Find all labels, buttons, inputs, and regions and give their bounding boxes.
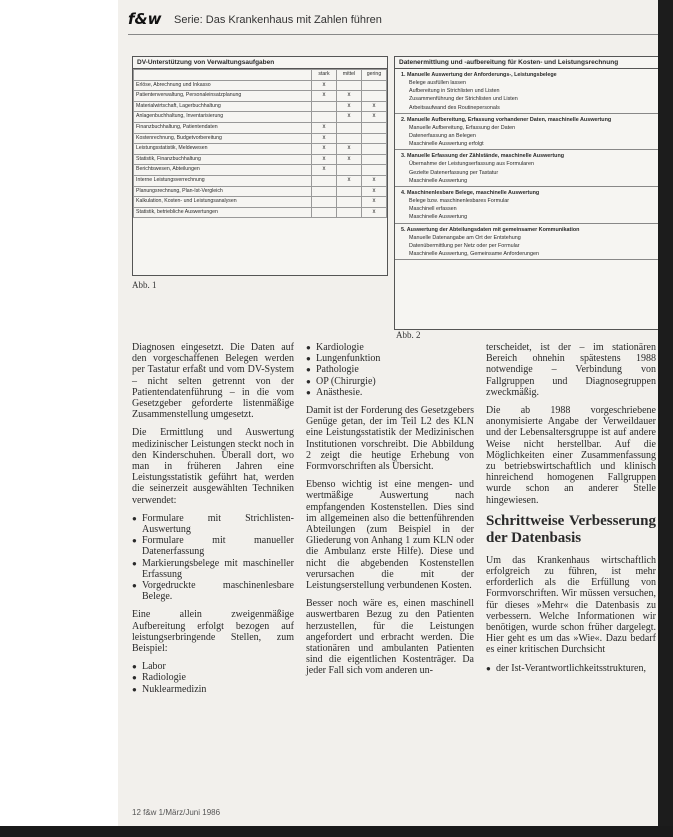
list-item: ● OP (Chirurgie) bbox=[306, 376, 474, 387]
row-mark: x bbox=[312, 165, 337, 176]
paragraph: Damit ist der Forderung des Gesetzgebers Genüge getan, der im Teil L2 des KLN eine Leistungsstatistik der Medizinischen Institutionen vorschreibt. Die Abbildung 2 zeigt die heutige Erhebung von Formvorschriften als Übersicht. bbox=[306, 405, 475, 473]
row-mark bbox=[337, 80, 362, 91]
row-mark: x bbox=[362, 186, 387, 197]
section-item: Belege bzw. maschinenlesbares Formular bbox=[409, 198, 510, 205]
row-mark: x bbox=[337, 112, 362, 123]
row-mark: x bbox=[362, 112, 387, 123]
row-mark: x bbox=[337, 144, 362, 155]
section-item: Maschinelle Auswertung bbox=[409, 214, 468, 221]
paragraph: Diagnosen eingesetzt. Die Daten auf den vorgeschaffenen Belegen werden per Tastatur erfaßt und vom DV-System – nicht selten getrennt von der Patientendatenführung – in die vom Gesetzgeber geforderte listenmäßige Zusammenstellung umgesetzt. bbox=[132, 342, 294, 421]
list-item: ● Radiologie bbox=[132, 672, 294, 683]
row-mark bbox=[312, 175, 337, 186]
row-mark bbox=[337, 122, 362, 133]
page-header bbox=[128, 10, 658, 32]
list-item: ● Formulare mit Strichlisten-Auswertung bbox=[132, 513, 294, 535]
table-header-task bbox=[134, 70, 312, 81]
figure-2-section bbox=[395, 187, 659, 224]
row-mark: x bbox=[362, 175, 387, 186]
row-mark bbox=[337, 207, 362, 218]
table-row bbox=[134, 133, 387, 144]
paragraph: Ebenso wichtig ist eine mengen- und wertmäßige Auswertung nach empfangenden Kostenstellen. Dies sind im allgemeinen also die bettenführenden Abteilungen (zum Beispiel in der Gliederung von Anhang 1 zum KLN oder die Ambulanz erste Hilfe). Diese und nicht die abgebenden Kostenstellen verursachen die mit der Leistungserstellung verbundenen Kosten. bbox=[306, 479, 474, 592]
row-label: Erlöse, Abrechnung und Inkasso bbox=[134, 80, 312, 91]
row-mark bbox=[362, 144, 387, 155]
section-item: Aufbereitung in Strichlisten und Listen bbox=[409, 88, 500, 95]
table-row bbox=[134, 175, 387, 186]
scan-right-edge bbox=[658, 0, 673, 837]
section-item: Datenübermittlung per Netz oder per Formular bbox=[409, 242, 520, 249]
row-mark bbox=[312, 112, 337, 123]
list-item: ● Labor bbox=[132, 661, 294, 672]
table-row bbox=[134, 91, 387, 102]
text-column-1 bbox=[132, 342, 294, 702]
row-mark: x bbox=[362, 101, 387, 112]
row-mark bbox=[337, 197, 362, 208]
figure-2-section bbox=[395, 150, 659, 187]
figure-1-grid bbox=[133, 69, 387, 218]
row-mark: x bbox=[362, 207, 387, 218]
section-title: 1. Manuelle Auswertung der Anforderungs-, Leistungsbelege bbox=[401, 72, 557, 78]
row-mark: x bbox=[337, 175, 362, 186]
figure-1-table bbox=[132, 56, 388, 276]
row-mark: x bbox=[337, 101, 362, 112]
bullet-list bbox=[132, 661, 294, 695]
figure-2-box bbox=[394, 56, 660, 330]
header-rule bbox=[128, 34, 658, 35]
bullet-list bbox=[132, 513, 294, 603]
bullet-list bbox=[486, 663, 656, 674]
section-heading: Schrittweise Verbesserung der Datenbasis bbox=[486, 512, 656, 546]
paragraph: Die ab 1988 vorgeschriebene anonymisierte Angabe der Verweildauer und der Lebensaltersgruppe ist auf andere Weise nicht herstellbar. Auf die Möglichkeiten einer Zusammenfassung zu betriebswirtschaftlich und klinisch hinreichend homogenen Fallgruppen wurde schon an anderer Stelle hingewiesen. bbox=[486, 405, 656, 506]
figure-2-caption: Abb. 2 bbox=[396, 330, 421, 340]
row-mark: x bbox=[337, 154, 362, 165]
row-mark: x bbox=[362, 197, 387, 208]
list-item: ● Kardiologie bbox=[306, 342, 474, 353]
table-header: stark bbox=[312, 70, 337, 81]
section-title: 5. Auswertung der Abteilungsdaten mit gemeinsamer Kommunikation bbox=[401, 226, 580, 233]
table-row bbox=[134, 80, 387, 91]
section-item: Datenerfassung an Belegen bbox=[409, 133, 476, 140]
table-row bbox=[134, 144, 387, 155]
figure-2-title: Datenermittlung und -aufbereitung für Kosten- und Leistungsrechnung bbox=[395, 57, 659, 69]
figure-2-section bbox=[395, 224, 659, 261]
row-label: Berichtswesen, Abteilungen bbox=[134, 165, 312, 176]
section-item: Gezielte Datenerfassung per Tastatur bbox=[409, 169, 499, 176]
paragraph: Besser noch wäre es, einen maschinell auswertbaren Bezug zu den Patienten herzustellen, für die Leistungen angefordert und erbracht werden. Die stationären und ambulanten Patienten sind die eigentlichen Kostenträger. Da jeder Fall sich vom anderen un- bbox=[306, 598, 474, 677]
row-mark bbox=[337, 186, 362, 197]
section-item: Maschinell erfassen bbox=[409, 206, 457, 213]
section-item: Maschinelle Auswertung, Gemeinsame Anforderungen bbox=[409, 251, 540, 258]
row-mark bbox=[362, 91, 387, 102]
row-mark: x bbox=[312, 80, 337, 91]
row-mark bbox=[362, 154, 387, 165]
paragraph: Eine allein zweigenmäßige Aufbereitung erfolgt bezogen auf leistungserbringende Stellen, zum Beispiel: bbox=[132, 609, 294, 655]
table-row bbox=[134, 186, 387, 197]
section-item: Arbeitsaufwand des Routinepersonals bbox=[409, 104, 500, 111]
table-header: mittel bbox=[337, 70, 362, 81]
row-mark bbox=[337, 133, 362, 144]
table-row bbox=[134, 112, 387, 123]
figure-1-title: DV-Unterstützung von Verwaltungsaufgaben bbox=[133, 57, 387, 69]
section-item: Maschinelle Auswertung erfolgt bbox=[409, 141, 484, 148]
section-item: Maschinelle Auswertung bbox=[409, 177, 468, 184]
row-mark bbox=[362, 165, 387, 176]
table-row bbox=[134, 197, 387, 208]
text-column-2 bbox=[306, 342, 474, 684]
paragraph: Die Ermittlung und Auswertung medizinischer Leistungen steckt noch in den Kinderschuhen. Überall dort, wo man in früheren Jahren eine Leistungsstatistik geführt hat, werden die seinerzeit ausgewählten Techniken verwendet: bbox=[132, 427, 294, 506]
row-mark: x bbox=[337, 91, 362, 102]
row-label: Materialwirtschaft, Lagerbuchhaltung bbox=[134, 101, 312, 112]
row-label: Anlagenbuchhaltung, Inventarisierung bbox=[134, 112, 312, 123]
row-mark bbox=[362, 122, 387, 133]
section-item: Manuelle Datenangabe am Ort der Entstehung bbox=[409, 234, 521, 241]
section-item: Manuelle Aufbereitung, Erfassung der Daten bbox=[409, 124, 516, 131]
series-title: Serie: Das Krankenhaus mit Zahlen führen bbox=[174, 14, 382, 26]
scan-bottom-edge bbox=[0, 826, 673, 837]
scan-left-margin bbox=[0, 0, 118, 837]
table-row bbox=[134, 207, 387, 218]
row-label: Kostenrechnung, Budgetvorbereitung bbox=[134, 133, 312, 144]
figure-2-section bbox=[395, 69, 659, 114]
journal-logo: f&w bbox=[128, 10, 162, 28]
row-label: Leistungsstatistik, Meldewesen bbox=[134, 144, 312, 155]
list-item: ● Anästhesie. bbox=[306, 387, 474, 398]
row-mark bbox=[337, 165, 362, 176]
row-label: Statistik, Finanzbuchhaltung bbox=[134, 154, 312, 165]
bullet-list bbox=[306, 342, 474, 398]
section-title: 4. Maschinenlesbare Belege, maschinelle Auswertung bbox=[401, 190, 540, 197]
row-mark bbox=[312, 207, 337, 218]
row-mark: x bbox=[312, 144, 337, 155]
table-row bbox=[134, 165, 387, 176]
row-label: Kalkulation, Kosten- und Leistungsanalysen bbox=[134, 197, 312, 208]
row-mark: x bbox=[312, 122, 337, 133]
section-title: 2. Manuelle Aufbereitung, Erfassung vorhandener Daten, maschinelle Auswertung bbox=[401, 116, 612, 123]
row-label: Planungsrechnung, Plan-Ist-Vergleich bbox=[134, 186, 312, 197]
section-item: Zusammenführung der Strichlisten und Listen bbox=[409, 96, 518, 103]
row-label: Statistik, betriebliche Auswertungen bbox=[134, 207, 312, 218]
list-item: ● Formulare mit manueller Datenerfassung bbox=[132, 535, 294, 557]
section-item: Übernahme der Leistungserfassung aus Formularen bbox=[409, 161, 534, 168]
list-item: ● Pathologie bbox=[306, 364, 474, 375]
row-mark bbox=[312, 197, 337, 208]
list-item: ● Markierungsbelege mit maschineller Erfassung bbox=[132, 558, 294, 580]
list-item: ● Vorgedruckte maschinenlesbare Belege. bbox=[132, 580, 294, 602]
row-mark: x bbox=[312, 91, 337, 102]
table-row bbox=[134, 154, 387, 165]
text-column-3 bbox=[486, 342, 656, 681]
list-item: ● Lungenfunktion bbox=[306, 353, 474, 364]
section-title: 3. Manuelle Erfassung der Zählstände, maschinelle Auswertung bbox=[401, 153, 565, 160]
figure-2-section bbox=[395, 114, 659, 151]
row-mark: x bbox=[312, 154, 337, 165]
table-row bbox=[134, 122, 387, 133]
row-mark bbox=[312, 186, 337, 197]
table-header: gering bbox=[362, 70, 387, 81]
page-footer: 12 f&w 1/März/Juni 1986 bbox=[132, 808, 221, 817]
paragraph: Um das Krankenhaus wirtschaftlich erfolgreich zu führen, ist mehr erforderlich als die Erfüllung von Formvorschriften. Wir müssen versuchen, für dieses »Mehr« die Datenbasis zu verbessern. Welche Informationen wir benötigen, wurde schon früher dargelegt. Hier geht es um das »Wie«. Dazu bedarf es einer kritischen Durchsicht bbox=[486, 554, 656, 656]
row-label: Finanzbuchhaltung, Patientendaten bbox=[134, 122, 312, 133]
row-label: Interne Leistungsverrechnung bbox=[134, 175, 312, 186]
row-mark bbox=[362, 133, 387, 144]
list-item: ● der Ist-Verantwortlichkeitsstrukturen, bbox=[486, 663, 656, 674]
row-mark: x bbox=[312, 133, 337, 144]
paragraph: terscheidet, ist der – im stationären Bereich ohnehin spätestens 1988 notwendige – Verbindung von Fallgruppen und Diagnosegruppen zweckmäßig. bbox=[486, 342, 656, 398]
figure-1-caption: Abb. 1 bbox=[132, 280, 157, 290]
table-row bbox=[134, 101, 387, 112]
row-mark bbox=[362, 80, 387, 91]
row-label: Patientenverwaltung, Personaleinsatzplanung bbox=[134, 91, 312, 102]
row-mark bbox=[312, 101, 337, 112]
list-item: ● Nuklearmedizin bbox=[132, 684, 294, 695]
section-item: Belege ausfüllen lassen bbox=[409, 80, 466, 86]
